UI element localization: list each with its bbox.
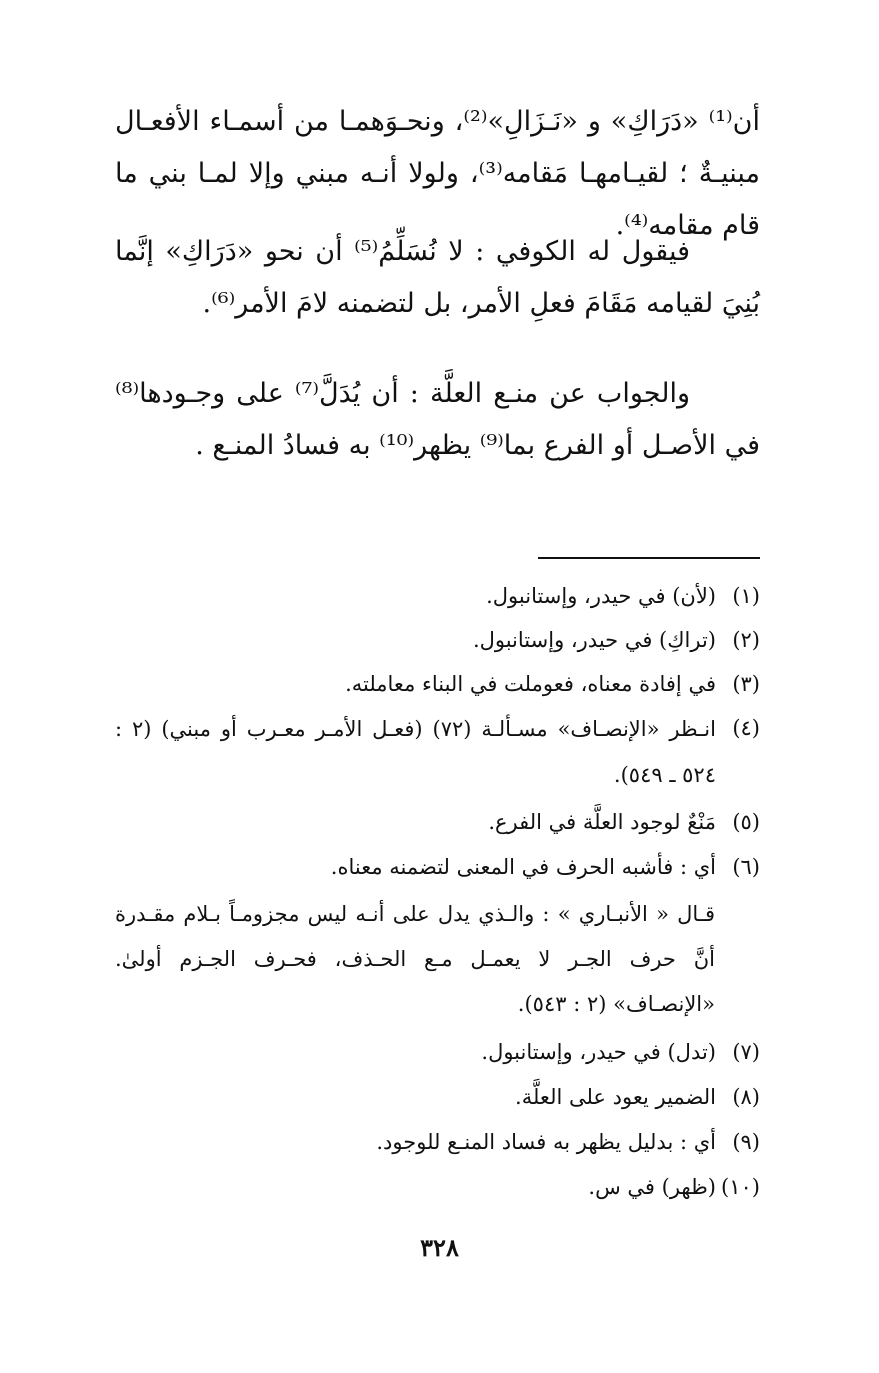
footnote-separator: [538, 557, 760, 559]
footnote-text: أي : بدليل يظهر به فساد المنـع للوجود.: [376, 1130, 716, 1154]
footnote-number: (٨): [732, 1085, 760, 1109]
footnote-6: [115, 845, 760, 890]
footnote-number: (٦): [732, 855, 760, 879]
body-paragraph-3: [115, 368, 760, 472]
footnote-9: [115, 1120, 760, 1165]
footnote-text: (تدل) في حيدر، وإستانبول.: [481, 1040, 716, 1064]
footnote-text: (تراكِ) في حيدر، وإستانبول.: [472, 628, 716, 652]
footnote-number: (٥): [732, 810, 760, 834]
footnote-number: (١٠): [721, 1175, 760, 1199]
footnote-10: [115, 1165, 760, 1210]
footnote-5: [115, 800, 760, 845]
footnote-6-quotation: قـال « الأنبـاري » : والـذي يدل على أنـه ليس مجزومـاً بـلام مقـدرة أنَّ حرف الجـر لا يعمـل مـع الحـذف، فحـرف الجـزم أولىٰ. «الإنصـاف» (٢ : ٥٤٣).: [115, 902, 715, 1016]
footnote-number: (٣): [732, 672, 760, 696]
footnote-number: (٩): [732, 1130, 760, 1154]
footnote-text: انـظر «الإنصـاف» مسـألـة (٧٢) (فعـل الأمـر معـرب أو مبني) (٢ : ٥٢٤ ـ ٥٤٩).: [115, 717, 716, 787]
footnote-number: (١): [732, 584, 760, 608]
body-paragraph-1: أن⁽¹⁾ «دَرَاكِ» و «نَـزَالِ»⁽²⁾، ونحـوَهمـا من أسمـاء الأفعـال مبنيـةٌ ؛ لقيـامهـا مَقامه⁽³⁾، ولولا أنـه مبني وإلا لمـا بني ما قام مقامه⁽⁴⁾.: [115, 106, 760, 241]
footnote-7: [115, 1030, 760, 1075]
footnote-text: (لأن) في حيدر، وإستانبول.: [486, 584, 716, 608]
footnote-3: [115, 662, 760, 707]
footnote-number: (٧): [732, 1040, 760, 1064]
footnote-text: مَنْعٌ لوجود العلَّة في الفرع.: [488, 810, 716, 834]
footnote-2: [115, 618, 760, 663]
body-paragraph-2: [115, 226, 760, 330]
footnote-1: [115, 574, 760, 619]
footnote-number: (٢): [732, 628, 760, 652]
footnote-text: (ظهر) في س.: [588, 1175, 716, 1199]
footnote-text: الضمير يعود على العلَّة.: [515, 1085, 716, 1109]
footnote-number: (٤): [732, 716, 760, 740]
body-paragraph-3-text: والجواب عن منـع العلَّة : أن يُدَلَّ⁽⁷⁾ على وجـودها⁽⁸⁾ في الأصـل أو الفرع بما⁽⁹⁾ يظهر⁽¹⁰⁾ به فسادُ المنـع .: [115, 378, 760, 461]
page-number: ٣٢٨: [420, 1233, 459, 1262]
footnote-8: [115, 1075, 760, 1120]
footnote-text: في إفادة معناه، فعوملت في البناء معاملته.: [345, 672, 716, 696]
footnote-4: [115, 706, 760, 798]
footnote-text: أي : فأشبه الحرف في المعنى لتضمنه معناه.: [330, 855, 716, 879]
body-paragraph-2-text: فيقول له الكوفي : لا نُسَلِّمُ⁽⁵⁾ أن نحو «دَرَاكِ» إنَّما بُنِيَ لقيامه مَقَامَ فعلِ الأمر، بل لتضمنه لامَ الأمر⁽⁶⁾.: [115, 236, 760, 319]
